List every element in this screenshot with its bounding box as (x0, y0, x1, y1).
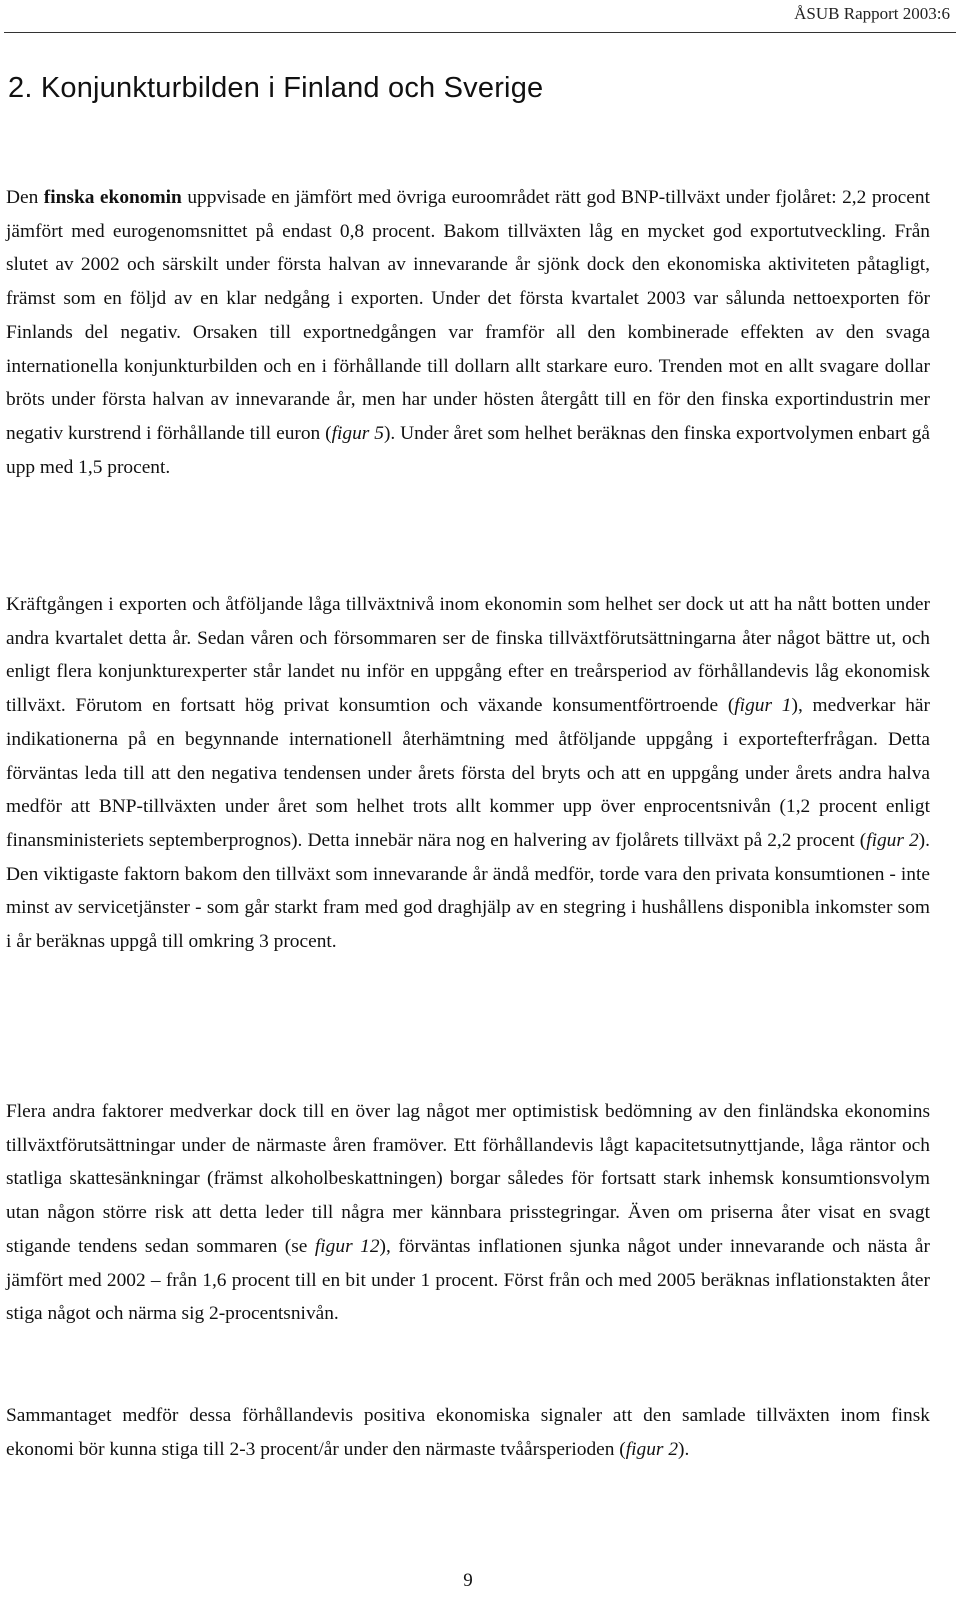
paragraph-4 (6, 1399, 930, 1466)
paragraph-2 (6, 588, 930, 959)
section-title: 2. Konjunkturbilden i Finland och Sverige (8, 72, 544, 104)
figure-reference: figur 2 (625, 1438, 679, 1460)
figure-reference: figur 2 (866, 829, 919, 851)
text-run: Flera andra faktorer medverkar dock till en över lag något mer optimistisk bedömning av den finländska ekonomins tillväxtförutsättningar under de närmaste åren framöver. Ett förhållandevis lågt kapacitetsutnyttjande, låga räntor och statliga skattesänkningar (främst alkoholbeskattningen) borgar således för fortsatt stark inhemsk konsumtionsvolym utan någon större risk att detta leder till några mer kännbara prisstegringar. Även om priserna åter visat en svagt stigande tendens sedan sommaren (se (6, 1101, 930, 1257)
text-run: ), medverkar här indikationerna på en begynnande internationell återhämtning med åtföljande uppgång i exportefterfrågan. Detta förväntas leda till att den negativa tendensen under årets första del bryts och att en uppgång under årets andra halva medför att BNP-tillväxten under året som helhet trots allt kommer upp över enprocentsnivån (1,2 procent enligt finansministeriets septemberprognos). Detta innebär nära nog en halvering av fjolårets tillväxt på 2,2 procent ( (6, 695, 930, 851)
report-header: ÅSUB Rapport 2003:6 (794, 4, 950, 23)
paragraph-3 (6, 1095, 930, 1331)
header-divider (4, 32, 956, 33)
page-number: 9 (463, 1570, 473, 1591)
bold-term: finska ekonomin (43, 187, 182, 208)
figure-reference: figur 1 (734, 695, 792, 717)
figure-reference: figur 12 (314, 1235, 380, 1257)
figure-reference: figur 5 (331, 422, 384, 444)
text-run: ). Under året som helhet beräknas den finska exportvolymen enbart gå upp med 1,5 procent. (6, 422, 930, 478)
text-run: Sammantaget medför dessa förhållandevis positiva ekonomiska signaler att den samlade tillväxten inom finsk ekonomi bör kunna stiga till 2-3 procent/år under den närmaste tvåårsperioden ( (6, 1405, 930, 1460)
paragraph-1 (6, 181, 930, 484)
text-run: ). Den viktigaste faktorn bakom den tillväxt som innevarande år ändå medför, torde vara den privata konsumtionen - inte minst av servicetjänster - som går starkt fram med god draghjälp av en stegring i hushållens disponibla inkomster som i år beräknas uppgå till omkring 3 procent. (6, 829, 930, 953)
text-run: ). (678, 1438, 690, 1460)
text-run: ), förväntas inflationen sjunka något under innevarande och nästa år jämfört med 2002 – från 1,6 procent till en bit under 1 procent. Först från och med 2005 beräknas inflationstakten åter stiga något och närma sig 2-procentsnivån. (6, 1235, 930, 1325)
text-run: Kräftgången i exporten och åtföljande låga tillväxtnivå inom ekonomin som helhet ser dock ut att ha nått botten under andra kvartalet detta år. Sedan våren och försommaren ser de finska tillväxtförutsättningarna åter något bättre ut, och enligt flera konjunkturexperter står landet nu inför en uppgång efter en treårsperiod av förhållandevis låg ekonomisk tillväxt. Förutom en fortsatt hög privat konsumtion och växande konsumentförtroende ( (6, 594, 930, 717)
text-run: Den (6, 187, 44, 208)
text-run: uppvisade en jämfört med övriga euroområdet rätt god BNP-tillväxt under fjolåret: 2,2 procent jämfört med eurogenomsnittet på endast 0,8 procent. Bakom tillväxten låg en mycket god exportutveckling. Från slutet av 2002 och särskilt under första halvan av innevarande år sjönk dock den ekonomiska aktiviteten påtagligt, främst som en följd av en klar nedgång i exporten. Under det första kvartalet 2003 var sålunda nettoexporten för Finlands del negativ. Orsaken till exportnedgången var framför all den kombinerade effekten av den svaga internationella konjunkturbilden och en i förhållande till dollarn allt starkare euro. Trenden mot en allt svagare dollar bröts under första halvan av innevarande år, men har under hösten återgått till en för den finska exportindustrin mer negativ kurstrend i förhållande till euron ( (6, 187, 930, 444)
